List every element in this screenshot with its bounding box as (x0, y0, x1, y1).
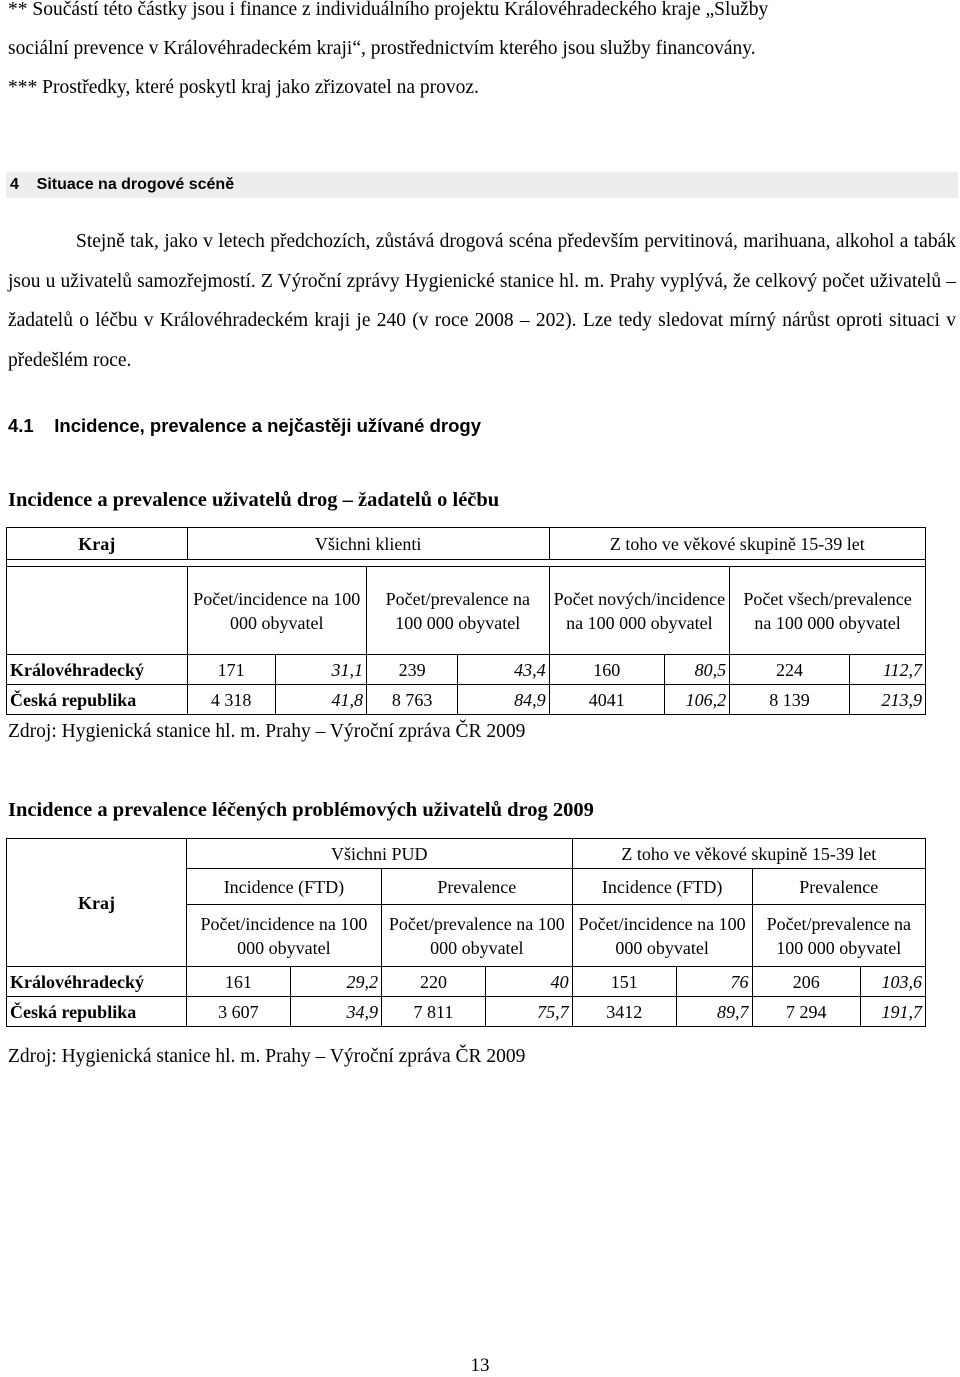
rate-cell: 76 (676, 967, 752, 997)
region-cell: Česká republika (7, 685, 188, 715)
rate-cell: 40 (485, 967, 572, 997)
page-number: 13 (470, 1355, 490, 1376)
rate-cell: 43,4 (458, 655, 549, 685)
table1-source: Zdroj: Hygienická stanice hl. m. Prahy – Výroční zpráva ČR 2009 (8, 721, 526, 742)
table2-sub-prevalence: Prevalence (381, 869, 572, 905)
section-paragraph (8, 222, 956, 380)
table1-col-all-prevalence: Počet všech/prevalence na 100 000 obyvatel (730, 567, 926, 655)
table2-header-kraj: Kraj (7, 839, 187, 967)
value-cell: 151 (572, 967, 676, 997)
rate-cell: 84,9 (458, 685, 549, 715)
footnote-line: ** Součástí této částky jsou i finance z individuálního projektu Královéhradeckého kraje „Služby (8, 0, 769, 20)
footnote-line: *** Prostředky, které poskytl kraj jako zřizovatel na provoz. (8, 77, 479, 98)
region-cell: Královéhradecký (7, 967, 187, 997)
table2-sub-prevalence-age: Prevalence (752, 869, 925, 905)
value-cell: 3412 (572, 997, 676, 1027)
subsection-heading: 4.1 Incidence, prevalence a nejčastěji užívané drogy (8, 415, 481, 436)
value-cell: 160 (549, 655, 664, 685)
value-cell: 224 (730, 655, 850, 685)
table1-col-new-incidence: Počet nových/incidence na 100 000 obyvatel (549, 567, 730, 655)
table1-blank-cell (7, 567, 188, 655)
rate-cell: 29,2 (290, 967, 381, 997)
value-cell: 220 (381, 967, 485, 997)
table1 (6, 527, 926, 715)
rate-cell: 191,7 (860, 997, 925, 1027)
rate-cell: 213,9 (849, 685, 925, 715)
rate-cell: 31,1 (275, 655, 366, 685)
rate-cell: 75,7 (485, 997, 572, 1027)
table2-sub-incidence: Incidence (FTD) (186, 869, 381, 905)
table1-title: Incidence a prevalence uživatelů drog – žadatelů o léčbu (8, 489, 500, 511)
table2-group-all: Všichni PUD (186, 839, 572, 869)
table1-group-all: Všichni klienti (187, 528, 549, 560)
value-cell: 8 139 (730, 685, 850, 715)
footnote-line: sociální prevence v Královéhradeckém kraji“, prostřednictvím kterého jsou služby financovány. (8, 38, 756, 59)
rate-cell: 89,7 (676, 997, 752, 1027)
value-cell: 239 (366, 655, 457, 685)
paragraph-text: Stejně tak, jako v letech předchozích, zůstává drogová scéna především pervitinová, marihuana, alkohol a tabák jsou u uživatelů samozřejmostí. Z Výroční zprávy Hygienické stanice hl. m. Prahy vyplývá, že celkový počet uživatelů – žadatelů o léčbu v Královéhradeckém kraji je 240 (v roce 2008 – 202). Lze tedy sledovat mírný nárůst oproti situaci v předešlém roce. (8, 231, 956, 371)
table2-group-age: Z toho ve věkové skupině 15-39 let (572, 839, 925, 869)
table2-sub-incidence-age: Incidence (FTD) (572, 869, 752, 905)
value-cell: 4041 (549, 685, 664, 715)
table2-detail-incidence-age: Počet/incidence na 100 000 obyvatel (572, 905, 752, 967)
value-cell: 7 811 (381, 997, 485, 1027)
rate-cell: 112,7 (849, 655, 925, 685)
value-cell: 3 607 (186, 997, 290, 1027)
table-row (7, 655, 926, 685)
table1-col-prevalence: Počet/prevalence na 100 000 obyvatel (366, 567, 549, 655)
value-cell: 4 318 (187, 685, 275, 715)
table1-col-incidence: Počet/incidence na 100 000 obyvatel (187, 567, 366, 655)
table2-source: Zdroj: Hygienická stanice hl. m. Prahy – Výroční zpráva ČR 2009 (8, 1046, 526, 1067)
section-heading: 4 Situace na drogové scéně (10, 176, 235, 193)
table2-title: Incidence a prevalence léčených problémových uživatelů drog 2009 (8, 799, 594, 821)
value-cell: 171 (187, 655, 275, 685)
table-row (7, 685, 926, 715)
table1-header-kraj: Kraj (7, 528, 188, 560)
value-cell: 7 294 (752, 997, 860, 1027)
table2-detail-incidence: Počet/incidence na 100 000 obyvatel (186, 905, 381, 967)
table2-detail-prevalence: Počet/prevalence na 100 000 obyvatel (381, 905, 572, 967)
region-cell: Královéhradecký (7, 655, 188, 685)
table2-detail-prevalence-age: Počet/prevalence na 100 000 obyvatel (752, 905, 925, 967)
table1-gap (7, 560, 926, 567)
rate-cell: 80,5 (664, 655, 729, 685)
rate-cell: 106,2 (664, 685, 729, 715)
value-cell: 161 (186, 967, 290, 997)
table1-group-age: Z toho ve věkové skupině 15-39 let (549, 528, 925, 560)
rate-cell: 34,9 (290, 997, 381, 1027)
value-cell: 8 763 (366, 685, 457, 715)
table-row (7, 997, 926, 1027)
region-cell: Česká republika (7, 997, 187, 1027)
table2 (6, 838, 926, 1027)
value-cell: 206 (752, 967, 860, 997)
table-row (7, 967, 926, 997)
rate-cell: 103,6 (860, 967, 925, 997)
rate-cell: 41,8 (275, 685, 366, 715)
